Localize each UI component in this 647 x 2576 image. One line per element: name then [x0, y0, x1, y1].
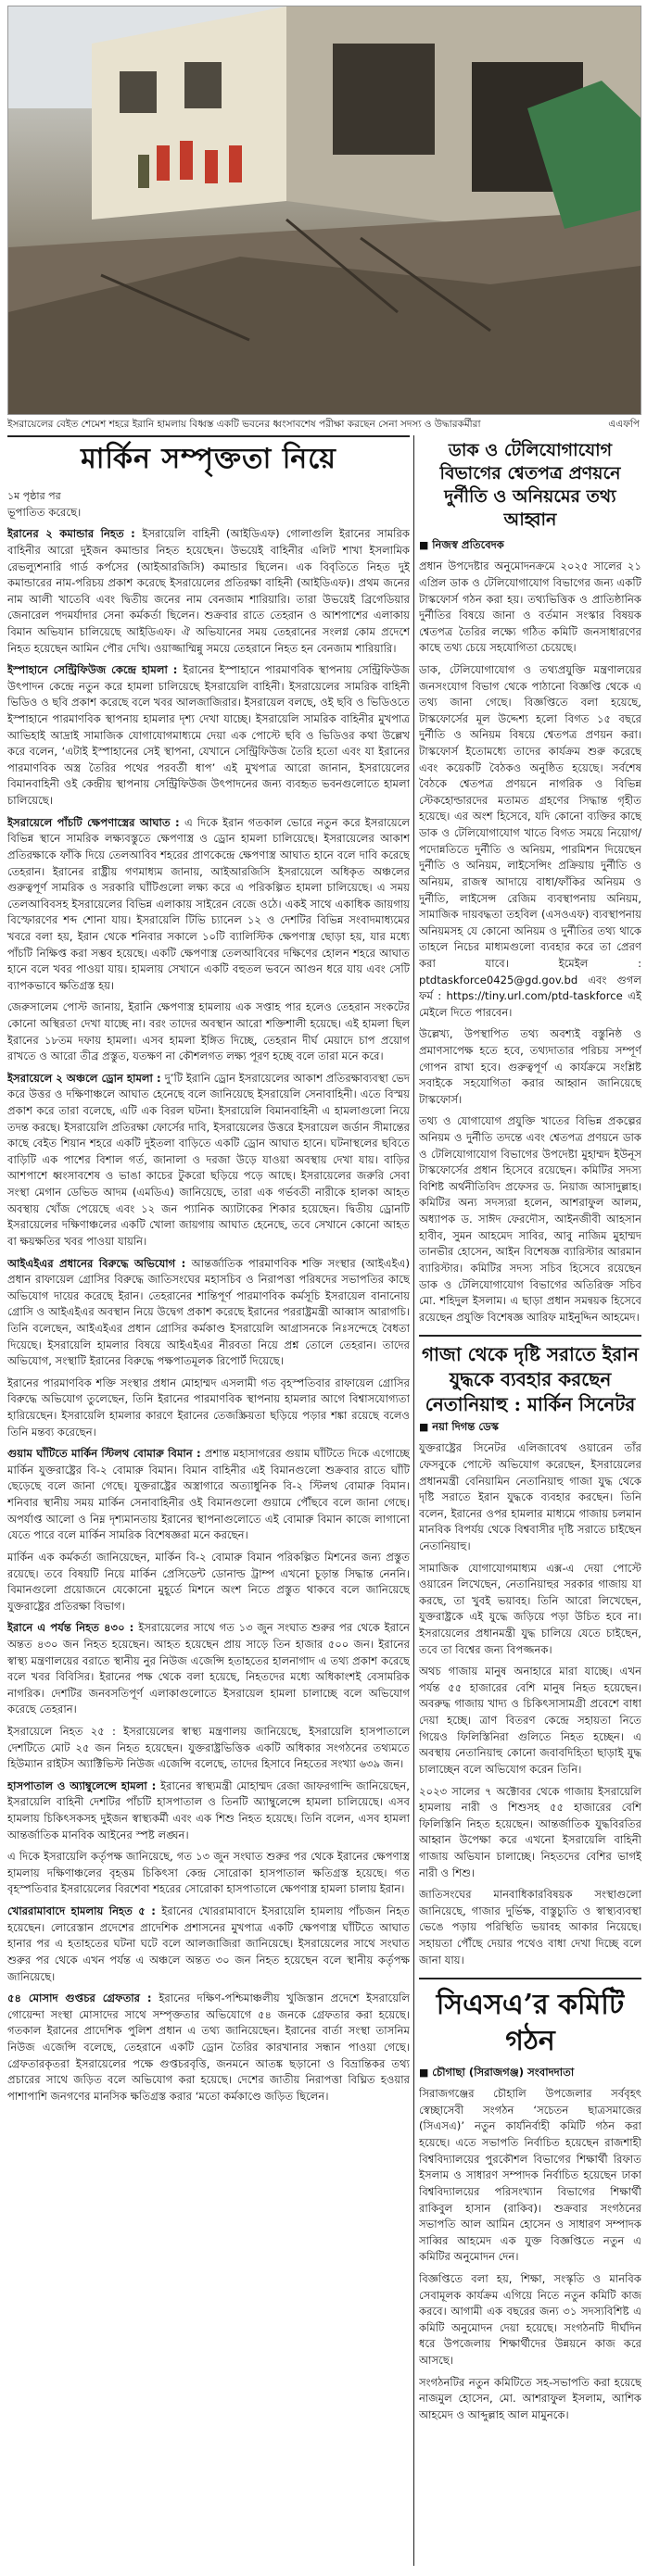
subhead: খোররামাবাদে হামলায় নিহত ৫ :: [7, 1904, 162, 1918]
paragraph-text: জেরুসালেম পোস্ট জানায়, ইরানি ক্ষেপণাস্ত্র হামলায় এক সপ্তাহ পার হলেও তেহরান সংকটের কোনো অস্থিরতা দেখা যাচ্ছে না। বরং তাদের অবস্থান আরো শক্তিশালী হয়েছে। এই হামলা ছিল ইরানের ১৮তম দফায় হামলা। এসব হামলা ইঙ্গিত দিচ্ছে, তেহরান দীর্ঘ মেয়াদে চাপ প্রয়োগ রাখতে ও আরো তীব্র প্রস্তুত, যতক্ষণ না কৌশলগত লক্ষ্য পূরণ হচ্ছে বলে তারা মনে করে।: [7, 1000, 410, 1063]
lead-headline: মার্কিন সম্পৃক্ততা নিয়ে: [81, 443, 336, 475]
lead-paragraph: [7, 1620, 410, 1718]
paragraph-text: এ দিকে ইরান গতকাল ভোরে নতুন করে ইসরায়েলে বিভিন্ন স্থানে সামরিক লক্ষ্যবস্তুতে ক্ষেপণাস্ত্র ও ড্রোন হামলা চালিয়েছে। ইসরায়েলের আকাশ প্রতিরক্ষাকে ফাঁকি দিয়ে তেলআবিব শহরের প্রাণকেন্দ্রে ক্ষেপণাস্ত্র আঘাত হানে বলে দাবি করেছে তেহরান। ইরানের রাষ্ট্রীয় গণমাধ্যম জানায়, আইআরজিসি ইসরায়েলে অধিকৃত অঞ্চলের গুরুত্বপূর্ণ সামরিক ও সরকারি ঘাঁটিগুলো লক্ষ্য করে এ পরিকল্পিত হামলা চালিয়েছে। এ সময় তেলআবিবসহ ইসরায়েলের বিভিন্ন এলাকায় সাইরেন বেজে ওঠে। একই সাথে একাধিক জায়গায় বিস্ফোরণের শব্দ শোনা যায়। ইসরায়েলি টিভি চ্যানেল ১২ ও দেশটির বিভিন্ন সংবাদমাধ্যমের খবরে বলা হয়, ইরান থেকে শনিবার সকালে ১০টি ব্যালিস্টিক ক্ষেপণাস্ত্র ছোড়া হয়, যার মধ্যে পাঁচটি নিক্ষিপ্ত করা সম্ভব হয়েছে। একটি ক্ষেপণাস্ত্র তেলআবিবের দক্ষিণের হোলন শহরে আঘাত হানে বলে খবর পাওয়া যায়। হামলায় সেখানে একটি বহুতল ভবনে আগুন ধরে যায় এবং সেটি ব্যাপকভাবে ক্ষতিগ্রস্ত হয়।: [7, 815, 410, 992]
byline-text: নয়া দিগন্ত ডেস্ক: [432, 1420, 500, 1434]
photo-caption-text: ইসরায়েলের বেইত শেমেশ শহরে ইরানি হামলায় বিধ্বস্ত একটি ভবনের ধ্বংসাবশেষ পরীক্ষা করছেন সেনা সদস্য ও উদ্ধারকর্মীরা: [7, 419, 481, 430]
paragraph-text: ইসরায়েলি বাহিনী (আইডিএফ) গোলাগুলি ইরানের সামরিক বাহিনীর আরো দুইজন কমান্ডার নিহত হয়েছেন। উভয়েই বাহিনীর এলিট শাখা ইসলামিক রেভল্যুশনারি গার্ড কর্পসের (আইআরজিসি) কমান্ডার ছিলেন। এক বিবৃতিতে নিহত দুই কমান্ডারের নাম-পরিচয় প্রকাশ করেছে ইসরায়েলের প্রতিরক্ষা বাহিনী (আইডিএফ)। প্রথম জনের নাম আলী খাতেবি এবং দ্বিতীয় জনের নাম বেনজাম শারিয়ারি। তারা উভয়েই ব্রিগেডিয়ার জেনারেল পদমর্যাদার সেনা কর্মকর্তা ছিলেন। শুক্রবার রাতে তেহরান ও আশপাশের এলাকায় বিমান অভিযান চালিয়েছে আইডিএফ। ঐ অভিযানের সময় তেহরানের সংলগ্ন কোম প্রদেশে নিহত হয়েছেন আমিন পৌর দেখি। ওয়াজ্জাম্মিন্নু সময়ে তেহরানে নিহত হন বেনজাম শারিয়ারি।: [7, 527, 410, 655]
photo-credit: এএফপি: [608, 419, 640, 430]
subhead: ৫৪ মোসাদ গুপ্তচর গ্রেফতার :: [7, 1992, 159, 2005]
lead-paragraph: [7, 1724, 410, 1773]
story-gaza-senator: [419, 1342, 641, 1968]
paragraph-text: ইরানের দক্ষিণ-পশ্চিমাঞ্চলীয় খুজিস্তান প্রদেশে ইসরায়েলি গোয়েন্দা সংস্থা মোসাদের সাথে সম্পৃক্ততার অভিযোগে ৫৪ জনকে গ্রেফতার করা হয়েছে। গতকাল ইরানের প্রাদেশিক পুলিশ প্রধান এ তথ্য জানিয়েছেন। ইরানের বার্তা সংস্থা তাসনিম নিউজ এজেন্সি বলেছে, তেহরানে একটি ড্রোন তৈরির কারখানার সন্ধান পাওয়া গেছে। গ্রেফতারকৃতরা ইসরায়েলের পক্ষে গুপ্তচরবৃত্তি, জনমনে আতঙ্ক ছড়ানো ও বিভ্রান্তিকর তথ্য প্রচারের সাথে জড়িত বলে অভিযোগ করা হয়েছে। দেশের জাতীয় নিরাপত্তা বিঘ্নিত হওয়ার পাশাপাশি জনগণের মানসিক ক্ষতিগ্রস্ত করার ‘মতো কর্মকাণ্ডে জড়িত ছিলেন।: [7, 1992, 410, 2103]
subhead: আইএইএর প্রধানের বিরুদ্ধে অভিযোগ :: [7, 1256, 192, 1270]
lead-paragraph: [7, 1778, 410, 1843]
lead-paragraph: [7, 1256, 410, 1370]
story-paragraph: সামাজিক যোগাযোগমাধ্যম এক্স-এ দেয়া পোস্টে ওয়ারেন লিখেছেন, নেতানিয়াহুর সরকার গাজায় যা করছে, তা খুবই ভয়াবহ। তিনি আরো লিখেছেন, যুক্তরাষ্ট্রকে এই যুদ্ধে জড়িয়ে পড়া উচিত হবে না। ইসরায়েলের প্রধানমন্ত্রী যুদ্ধ চালিয়ে যেতে চাইছেন, তবে তা বিশ্বের জন্য বিপজ্জনক।: [419, 1561, 641, 1656]
story-divider: [419, 1335, 641, 1337]
bullet-square-icon: ■: [419, 2067, 433, 2080]
story-paragraph: অথচ গাজায় মানুষ অনাহারে মারা যাচ্ছে। এখন পর্যন্ত ৫৫ হাজারের বেশি মানুষ নিহত হয়েছেন। অবরুদ্ধ গাজায় খাদ্য ও চিকিৎসাসামগ্রী প্রবেশে বাধা দেয়া হচ্ছে। ত্রাণ বিতরণ কেন্দ্রে সহায়তা নিতে গিয়েও ফিলিস্তিনিরা গুলিতে নিহত হচ্ছেন। এ অবস্থায় নেতানিয়াহু কোনো জবাবদিহিতা ছাড়াই যুদ্ধ চালাচ্ছেন বলে অভিযোগ করেন তিনি।: [419, 1665, 641, 1776]
lead-paragraph: [7, 815, 410, 995]
story-paragraph: ডাক, টেলিযোগাযোগ ও তথ্যপ্রযুক্তি মন্ত্রণালয়ের জনসংযোগ বিভাগ থেকে পাঠানো বিজ্ঞপ্তি থেকে এ তথ্য জানা গেছে। বিজ্ঞপ্তিতে বলা হয়েছে, টাস্কফোর্সের মূল উদ্দেশ্য হলো বিগত ১৫ বছরে দুর্নীতি ও অনিয়ম বিষয়ে শ্বেতপত্র প্রণয়ন করা। টাস্কফোর্স ইতোমধ্যে তাদের কার্যক্রম শুরু করেছে এবং কয়েকটি বৈঠকও অনুষ্ঠিত হয়েছে। সর্বশেষ বৈঠকে শ্বেতপত্র প্রণয়নে নাগরিক ও বিভিন্ন স্টেকহোল্ডারদের মতামত গ্রহণের সিদ্ধান্ত গৃহীত হয়েছে। এর অংশ হিসেবে, যদি কোনো ব্যক্তির কাছে ডাক ও টেলিযোগাযোগ খাতে বিগত সময়ে নিয়োগ/পদোন্নতিতে দুর্নীতি ও অনিয়ম, পারমিশন দিয়েছেন দুর্নীতি ও অনিয়ম, লাইসেন্সিং প্রক্রিয়ায় দুর্নীতি ও অনিয়ম, রাজস্ব আদায়ে বাধা/ফাঁকির অনিয়ম ও দুর্নীতি, লাইসেন্স রেজিম ব্যবস্থাপনায় অনিয়ম, সামাজিক দায়বদ্ধতা তহবিল (এসওএফ) ব্যবস্থাপনায় অনিয়মসহ যে কোনো অনিয়ম ও দুর্নীতির তথ্য থাকে তাহলে নিচের মাধ্যমগুলো ব্যবহার করে তা প্রেরণ করা যাবে। ইমেইল : ptdtaskforce0425@gd.gov.bd এবং গুগল ফর্ম : https://tiny.url.com/ptd-taskforce এই মেইলে দিতে পারবেন।: [419, 662, 641, 1019]
lead-paragraph: [7, 1446, 410, 1544]
lead-article-body: [7, 489, 410, 2569]
story-paragraph: সিরাজগঞ্জের চৌহালি উপজেলার সর্ববৃহৎ স্বেচ্ছাসেবী সংগঠন ‘সচেতন ছাত্রসমাজের (সিএসএ)’ নতুন কার্যনির্বাহী কমিটি গঠন করা হয়েছে। এতে সভাপতি নির্বাচিত হয়েছেন রাজশাহী বিশ্ববিদ্যালয়ের পুরকৌশল বিভাগের শিক্ষার্থী রিফাত ইসলাম ও সাধারণ সম্পাদক নির্বাচিত হয়েছেন ঢাকা বিশ্ববিদ্যালয়ের পরিসংখ্যান বিভাগের শিক্ষার্থী রাকিবুল হাসান (রাকিব)। শুক্রবার সংগঠনের সভাপতি আল আমিন হোসেন ও সাধারণ সম্পাদক সাব্বির আহমেদ এক যুক্ত বিজ্ঞপ্তিতে নতুন এ কমিটির অনুমোদন দেন।: [419, 2087, 641, 2264]
paragraph-text: ইরানের পারমাণবিক শক্তি সংস্থার প্রধান মোহাম্মদ এসলামী গত বৃহস্পতিবার রাফায়েল গ্রোসির বিরুদ্ধে অভিযোগ তুলেছেন, তিনি ইরানের পারমাণবিক স্থাপনায় হামলার আগে বিশ্বাসযোগ্যতা হারিয়েছেন। ইসরায়েলি হামলার কারণে ইরানের তেজস্ক্রিয়তা ছড়িয়ে পড়ার শঙ্কা রয়েছে বলেও তিনি মন্তব্য করেছেন।: [7, 1376, 410, 1439]
story-gaza-senator-headline: গাজা থেকে দৃষ্টি সরাতে ইরান যুদ্ধকে ব্যবহার করছেন নেতানিয়াহু : মার্কিন সিনেটর: [422, 1343, 639, 1416]
story-paragraph: তথ্য ও যোগাযোগ প্রযুক্তি খাতের বিভিন্ন প্রকল্পের অনিয়ম ও দুর্নীতি তদন্তে এবং শ্বেতপত্র প্রণয়নে ডাক ও টেলিযোগাযোগ বিভাগের উপদেষ্টা মুহাম্মদ ইউনূস টাস্কফোর্সের প্রধান হিসেবে রয়েছেন। কমিটির সদস্য বিশিষ্ট অর্থনীতিবিদ প্রফেসর ড. নিয়াজ আসাদুল্লাহ। কমিটির অন্য সদস্যরা হলেন, আশরাফুল আলম, অধ্যাপক ড. সাঈদ ফেরদৌস, আইনজীবী আহসান হাবীব, সুমন আহমেদ সাবির, আবু নাজিম মুহাম্মদ তানভীর হোসেন, আইন বিশেষজ্ঞ ব্যারিস্টার আরমান ব্যারিস্টার। কমিটির সদস্য সচিব হিসেবে রয়েছেন ডাক ও টেলিযোগাযোগ বিভাগের অতিরিক্ত সচিব মো. শহিদুল ইসলাম। এ ছাড়া প্রধান সমন্বয়ক হিসেবে রয়েছেন প্রযুক্তি বিশেষজ্ঞ আরিফ মাইনুদ্দিন আহমেদ।: [419, 1114, 641, 1324]
story-dak-telecom-body: [419, 559, 641, 1326]
paragraph-text: ইরানের স্বাস্থ্যমন্ত্রী মোহাম্মদ রেজা জাফরগান্দি জানিয়েছেন, ইসরায়েলি বাহিনী দেশটির পাঁচটি হাসপাতাল ও তিনটি অ্যাম্বুলেন্সে হামলা চালিয়েছে। এসব হামলায় চিকিৎসকসহ দুইজন স্বাস্থ্যকর্মী এবং এক শিশু নিহত হয়েছে। তিনি বলেন, এসব হামলা আন্তর্জাতিক মানবিক আইনের স্পষ্ট লঙ্ঘন।: [7, 1778, 410, 1841]
bullet-square-icon: ■: [419, 1421, 433, 1434]
news-photo: [7, 6, 641, 415]
story-csa-committee-headline: সিএসএ’র কমিটি গঠন: [436, 1989, 625, 2058]
subhead: ইরানে এ পর্যন্ত নিহত ৪৩০ :: [7, 1621, 139, 1635]
paragraph-text: ইসরায়েলে নিহত ২৫ : ইসরায়েলের স্বাস্থ্য মন্ত্রণালয় জানিয়েছে, ইসরায়েলি হাসপাতালে দেশটিতে মোট ২৫ জন নিহত হয়েছেন। যুক্তরাষ্ট্রভিত্তিক একটি অধিকার সংগঠনের তথ্যমতে হিউম্যান রাইটস অ্যাক্টিভিস্ট নিউজ এজেন্সি বলেছে, তাদের হিসাবে নিহতের সংখ্যা ৬৩৯ জন।: [7, 1724, 410, 1771]
lead-paragraph: [7, 526, 410, 657]
lead-paragraph: [7, 662, 410, 809]
lead-paragraph: [7, 1849, 410, 1898]
paragraph-text: মার্কিন এক কর্মকর্তা জানিয়েছেন, মার্কিন বি-২ বোমারু বিমান পরিকল্পিত মিশনের জন্য প্রস্তুত রয়েছে। তবে বিষয়টি নিয়ে মার্কিন প্রেসিডেন্ট ডোনাল্ড ট্রাম্প এখনো চূড়ান্ত সিদ্ধান্ত নেননি। বিমানগুলো প্রয়োজনে যেকোনো মুহূর্তে মিশনে অংশ নিতে প্রস্তুত থাকবে বলে জানিয়েছে যুক্তরাষ্ট্রের প্রতিরক্ষা বিভাগ।: [7, 1550, 410, 1613]
story-dak-telecom-headline: ডাক ও টেলিযোগাযোগ বিভাগের শ্বেতপত্র প্রণয়নে দুর্নীতি ও অনিয়মের তথ্য আহ্বান: [439, 440, 621, 531]
story-paragraph: প্রধান উপদেষ্টার অনুমোদনক্রমে ২০২৫ সালের ২১ এপ্রিল ডাক ও টেলিযোগাযোগ বিভাগের জন্য একটি টাস্কফোর্স গঠন করা হয়। তথ্যভিত্তিক ও প্রাতিষ্ঠানিক দুর্নীতির বিষয়ে জানা ও বর্তমান সংস্কার বিষয়ক শ্বেতপত্র তৈরির লক্ষ্যে গঠিত কমিটি জনসাধারণের কাছে তথ্য চেয়ে সহযোগিতা চেয়েছে।: [419, 559, 641, 655]
subhead: ইসরায়েলে পাঁচটি ক্ষেপণাস্ত্রের আঘাত :: [7, 815, 184, 829]
paragraph-text: এ দিকে ইসরায়েলি কর্তৃপক্ষ জানিয়েছে, গত ১৩ জুন সংঘাত শুরুর পর থেকে ইরানের ক্ষেপণাস্ত্র হামলায় দক্ষিণাঞ্চলের বৃহত্তম চিকিৎসা কেন্দ্র সোরোকা হাসপাতাল ক্ষতিগ্রস্ত হয়েছে। গত বৃহস্পতিবার ইসরায়েলের বিরশেবা শহরের সোরোকা হাসপাতালে ক্ষেপণাস্ত্র হামলা চালায় ইরান।: [7, 1850, 410, 1896]
story-gaza-senator-body: [419, 1440, 641, 1968]
photo-caption: [7, 415, 640, 434]
lead-paragraph: [7, 1904, 410, 1985]
paragraph-text: ইসরায়েলের সাথে গত ১৩ জুন সংঘাত শুরুর পর থেকে ইরানে অন্তত ৪৩০ জন নিহত হয়েছেন। আহত হয়েছেন প্রায় সাড়ে তিন হাজার ৫০০ জন। ইরানের স্বাস্থ্য মন্ত্রণালয়ের বরাতে স্থানীয় নুর নিউজ এজেন্সি হতাহতের হালনাগাদ এ তথ্য প্রকাশ করেছে বলে খবর বিবিসির। ইরানের পক্ষ থেকে বলা হয়েছে, নিহতদের মধ্যে অধিকাংশই বেসামরিক নাগরিক। দেশটির জনবসতিপূর্ণ এলাকাগুলোতে ইসরায়েল হামলা চালাচ্ছে বলে অভিযোগ করেছে তেহরান।: [7, 1621, 410, 1716]
story-dak-telecom-byline: [419, 537, 641, 555]
byline-text: চৌগাছা (সিরাজগঞ্জ) সংবাদদাতা: [432, 2066, 575, 2080]
lead-paragraph: [7, 1376, 410, 1440]
story-csa-committee-body: [419, 2086, 641, 2423]
bullet-square-icon: ■: [419, 539, 433, 552]
paragraph-text: ভূপাতিত করেছে।: [7, 505, 82, 519]
story-paragraph: সংগঠনটির নতুন কমিটিতে সহ-সভাপতি করা হয়েছে নাজমুল হোসেন, মো. আশরাফুল ইসলাম, আশিক আহমেদ ও আব্দুল্লাহ আল মামুনকে।: [419, 2375, 641, 2421]
lead-paragraph: [7, 1550, 410, 1615]
byline-text: নিজস্ব প্রতিবেদক: [432, 538, 504, 552]
subhead: ইস্পাহানে সেন্ট্রিফিউজ কেন্দ্রে হামলা :: [7, 663, 184, 677]
paragraph-text: ইরানের খোররামাবাদে ইসরায়েলি হামলায় পাঁচজন নিহত হয়েছেন। লোরেস্তান প্রদেশের প্রাদেশিক প্রশাসনের মুখপাত্র একটি ক্ষেপণাস্ত্র ঘাঁটিতে আঘাত হানার পর এ হতাহতের ঘটনা ঘটে বলে আলজাজিরা জানিয়েছে। ইসরায়েলের সাথে সংঘাত শুরুর পর থেকে এখন পর্যন্ত এ অঞ্চলে অন্তত ৩০ জন নিহত হয়েছেন বলে স্থানীয় কর্তৃপক্ষ জানিয়েছে।: [7, 1904, 410, 1983]
rubble-scene-illustration: [8, 6, 641, 414]
story-csa-committee: [419, 1987, 641, 2423]
paragraph-text: আন্তর্জাতিক পারমাণবিক শক্তি সংস্থার (আইএইএ) প্রধান রাফায়েল গ্রোসির বিরুদ্ধে জাতিসংঘের মহাসচিব ও নিরাপত্তা পরিষদের সভাপতির কাছে অভিযোগ দায়ের করেছে ইরান। তেহরানের শান্তিপূর্ণ পারমাণবিক কর্মসূচি ইসরায়েল বানানোয় গ্রোসি ও আইএইএর অবস্থান নিয়ে উদ্বেগ প্রকাশ করেছে ইরানের পররাষ্ট্রমন্ত্রী আব্বাস আরাগচি। তিনি বলেছেন, আইএইএর প্রধান গ্রোসির কর্মকাণ্ড ইসরায়েলি আগ্রাসনকে নিঃসন্দেহে বৈধতা দিয়েছে। ইসরায়েলি হামলার বিষয়ে আইএইএর নীরবতা নিয়ে প্রশ্ন তোলে তেহরান। তাদের অভিযোগ, সংস্থাটি ইরানের বিরুদ্ধে পক্ষপাতমূলক রিপোর্ট দিয়েছে।: [7, 1256, 410, 1368]
paragraph-text: ইরানের ইস্পাহানে পারমাণবিক স্থাপনায় সেন্ট্রিফিউজ উৎপাদন কেন্দ্রে নতুন করে হামলা চালিয়েছে ইসরায়েলি বাহিনী। ইসরায়েলের সামরিক বাহিনী ভিডিও ও ছবি প্রকাশ করেছে বলে খবর আলজাজিরার। ইসরায়েল বলছে, ওই ছবি ও ভিডিওতে ইস্পাহানে পারমাণবিক স্থাপনায় হামলার দৃশ্য দেখা যাচ্ছে। ইসরায়েলি সামরিক বাহিনীর মুখপাত্র আভিহাই আদ্রাই সামাজিক যোগাযোগমাধ্যমে দেয়া এক পোস্টে ছবি ও ভিডিওর কথা উল্লেখ করে বলেন, ‘এটাই ইস্পাহানের সেই স্থাপনা, যেখানে সেন্ট্রিফিউজ তৈরি হতো এবং যা ইরানের পারমাণবিক অস্ত্র তৈরির পথের পরবর্তী ধাপ’ এই মুখপাত্র আরো জানান, ইসরায়েলের বিমানবাহিনী ওই কেন্দ্রীয় স্থাপনায় সেন্ট্রিফিউজ উৎপাদনের জন্য ব্যবহৃত ভবনগুলোতে হামলা চালিয়েছে।: [7, 663, 410, 808]
subhead: ইরানের ২ কমান্ডার নিহত :: [7, 527, 143, 541]
story-paragraph: যুক্তরাষ্ট্রের সিনেটর এলিজাবেথ ওয়ারেন তাঁর ফেসবুকে পোস্টে অভিযোগ করেছেন, ইসরায়েলের প্রধানমন্ত্রী বেনিয়ামিন নেতানিয়াহু গাজা যুদ্ধ থেকে দৃষ্টি সরাতে ইরান যুদ্ধকে ব্যবহার করছেন। তিনি বলেন, ইরানের ওপর হামলার মাধ্যমে গাজায় চলমান মানবিক বিপর্যয় থেকে বিশ্ববাসীর দৃষ্টি সরাতে চাইছেন নেতানিয়াহু।: [419, 1441, 641, 1552]
story-csa-committee-byline: [419, 2065, 641, 2082]
sidebar-column: [419, 435, 641, 2566]
story-gaza-senator-byline: [419, 1419, 641, 1437]
subhead: ইসরায়েলে ২ অঞ্চলে ড্রোন হামলা :: [7, 1071, 165, 1085]
subhead: গুয়াম ঘাঁটিতে মার্কিন স্টিলথ বোমারু বিমান :: [7, 1447, 205, 1461]
story-paragraph: জাতিসংঘের মানবাধিকারবিষয়ক সংস্থাগুলো জানিয়েছে, গাজার দুর্ভিক্ষ, বাস্তুচ্যুতি ও স্বাস্থ্যব্যবস্থা ভেঙে পড়ায় পরিস্থিতি ভয়াবহ আকার নিয়েছে। সহায়তা পৌঁছে দেয়ার পথেও বাধা দেখা দিচ্ছে বলে জানা যায়।: [419, 1888, 641, 1967]
story-paragraph: উল্লেখ্য, উপস্থাপিত তথ্য অবশ্যই বস্তুনিষ্ঠ ও প্রমাণসাপেক্ষ হতে হবে, তথ্যদাতার পরিচয় সম্পূর্ণ গোপন রাখা হবে। গুরুত্বপূর্ণ এ কার্যক্রমে সংশ্লিষ্ট সবাইকে সহযোগিতা করার আহ্বান জানিয়েছে টাস্কফোর্স।: [419, 1027, 641, 1106]
story-paragraph: ২০২৩ সালের ৭ অক্টোবর থেকে গাজায় ইসরায়েলি হামলায় নারী ও শিশুসহ ৫৫ হাজারের বেশি ফিলিস্তিনি নিহত হয়েছেন। আন্তর্জাতিক যুদ্ধবিরতির আহ্বান উপেক্ষা করে এখনো ইসরায়েলি বাহিনী গাজায় অভিযান চালাচ্ছে। নিহতদের বেশির ভাগই নারী ও শিশু।: [419, 1784, 641, 1879]
continued-marker: ১ম পৃষ্ঠার পর: [7, 490, 61, 502]
lead-paragraphs: [7, 505, 410, 2105]
story-paragraph: বিজ্ঞপ্তিতে বলা হয়, শিক্ষা, সংস্কৃতি ও মানবিক সেবামূলক কার্যক্রম এগিয়ে নিতে নতুন কমিটি কাজ করবে। আগামী এক বছরের জন্য ৩১ সদস্যবিশিষ্ট এ কমিটি অনুমোদন দেয়া হয়েছে। সংগঠনটি দীর্ঘদিন ধরে উপজেলায় শিক্ষার্থীদের উন্নয়নে কাজ করে আসছে।: [419, 2271, 641, 2367]
story-divider: [419, 1978, 641, 1979]
lead-paragraph: [7, 1991, 410, 2105]
story-dak-telecom: [419, 439, 641, 1326]
subhead: হাসপাতাল ও অ্যাম্বুলেন্সে হামলা :: [7, 1778, 161, 1792]
lead-paragraph: [7, 999, 410, 1064]
lead-paragraph: [7, 1071, 410, 1250]
lead-paragraph: [7, 505, 410, 521]
paragraph-text: দু’টি ইরানি ড্রোন ইসরায়েলের আকাশ প্রতিরক্ষাব্যবস্থা ভেদ করে উত্তর ও দক্ষিণাঞ্চলে আঘাত হেনেছে বলে জানিয়েছে ইসরায়েলি সেনাবাহিনী। এতে বিস্ময় প্রকাশ করে তারা বলেছে, এটি এক বিরল ঘটনা। ইসরায়েলি বিমানবাহিনী এ হামলাগুলো নিয়ে তদন্ত করছে। ইসরায়েলি প্রতিরক্ষা ফোর্সের দাবি, ইসরায়েলের উত্তরে ইসরায়েল জর্ডান সীমান্তের কাছে বেইত শিয়ান শহরে একটি দুইতলা বাড়িতে একটি ড্রোন আঘাত হানে। ঘটনাস্থলের ছবিতে বাড়িটি এক পাশের বিশাল গর্ত, জানালা ও দরজা উড়ে যাওয়া অবস্থায় দেখা যায়। বাড়ির আশপাশে ধ্বংসাবশেষ ও ভাঙা কাচের টুকরো ছড়িয়ে পড়ে আছে। ইসরায়েলের জরুরি সেবা সংস্থা মেগান ডেভিড আদম (এমডিএ) জানিয়েছে, তারা এক গর্ভবতী নারীকে হালকা আহত অবস্থায় খোঁজ পেয়েছে এবং ১২ জন প্যানিক অ্যাটাকের শিকার হয়েছেন। দ্বিতীয় ড্রোনটি ইসরায়েলের দক্ষিণাঞ্চলের একটি খোলা জায়গায় আঘাত হেনেছে, তবে সেখানে কোনো আহত বা ক্ষয়ক্ষতির খবর পাওয়া যায়নি।: [7, 1071, 410, 1248]
column-divider: [413, 435, 414, 2566]
paragraph-text: প্রশান্ত মহাসাগরের গুয়াম ঘাঁটিতে দিকে এগোচ্ছে মার্কিন যুক্তরাষ্ট্রের বি-২ বোমারু বিমান। বিমান বাহিনীর এই বিমানগুলো শুক্রবার রাতে ঘাঁটি ছেড়েছে বলে জানা গেছে। যুক্তরাষ্ট্রের অস্ত্রাগারে অত্যাধুনিক বি-২ স্টিলথ বোমারু বিমান। শনিবার স্থানীয় সময় মার্কিন সেনাবাহিনীর ওই বিমানগুলো গুয়ামে পৌঁছবে বলে জানা গেছে। অপর্যাপ্ত আলো ও নিম্ন দৃশ্যমানতায় ইরানের স্থাপনাগুলোতে এই বোমারু বিমান কাজে লাগানো যেতে পারে বলে মার্কিন সামরিক বিশেষজ্ঞরা মনে করছেন।: [7, 1447, 410, 1542]
